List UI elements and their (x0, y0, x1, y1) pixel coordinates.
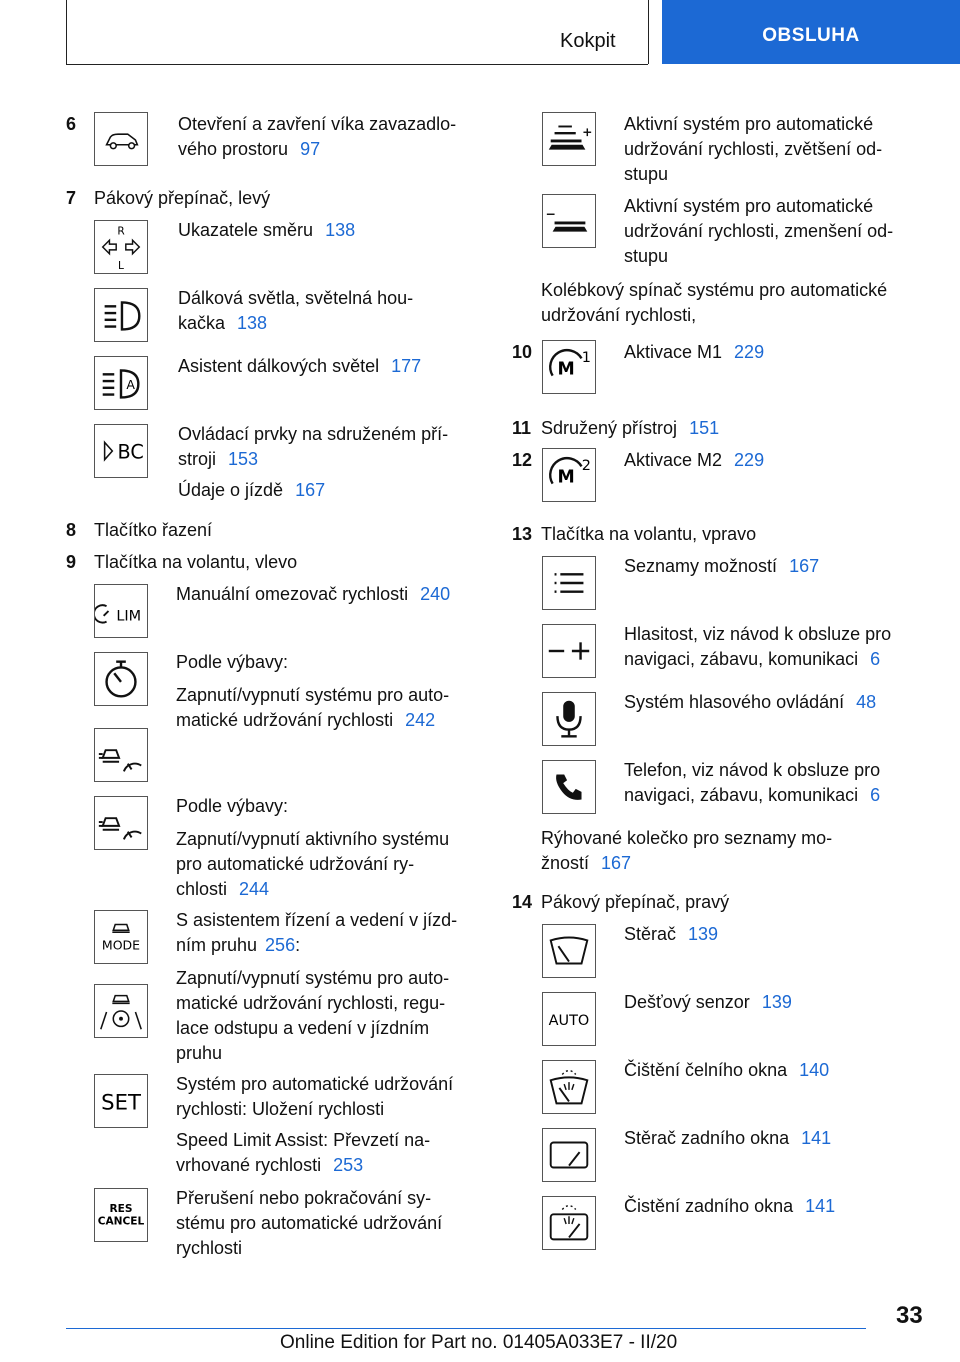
footer-rule (66, 1328, 866, 1329)
volume-text: Hlasitost, viz návod k obsluze pro navigaci, zábavu, komunikaci 6 (624, 624, 892, 669)
high-beam-assist-text: Asistent dálkových světel 177 (178, 356, 422, 376)
mode-text: S asistentem řízení a vedení v jízd- ním pruhu 256: (176, 910, 458, 955)
rear-wiper-icon (542, 1128, 596, 1182)
item-7-text: Pákový přepínač, levý (94, 188, 271, 208)
rear-washer-icon (542, 1196, 596, 1250)
bc-text: Ovládací prvky na sdruženém pří- stroji 153 Údaje o jízdě 167 (178, 424, 449, 500)
svg-text:L: L (118, 260, 124, 273)
steering-assist-text: Zapnutí/vypnutí systému pro auto- matické udržování rychlosti, regu- lace odstupu a vedení v jízdním pruhu (176, 968, 450, 1063)
page-ref[interactable]: 177 (391, 356, 422, 376)
svg-text:2: 2 (581, 458, 591, 475)
page-ref[interactable]: 6 (870, 785, 881, 805)
page-ref[interactable]: 141 (805, 1196, 836, 1216)
page-ref[interactable]: 256 (265, 935, 296, 955)
page-ref[interactable]: 6 (870, 649, 881, 669)
wiper-text: Stěrač 139 (624, 924, 719, 944)
set-button-icon (94, 1074, 148, 1128)
rear-wiper-text: Stěrač zadního okna 141 (624, 1128, 832, 1148)
page-ref[interactable]: 151 (689, 418, 720, 438)
speed-limiter-icon (94, 584, 148, 638)
rear-washer-text: Čistění zadního okna 141 (624, 1196, 836, 1216)
set-text: Systém pro automatické udržování rychlosti: Uložení rychlosti Speed Limit Assist: Převzetí na- vrhované rychlosti 253 (176, 1074, 454, 1175)
res-cancel-icon (94, 1188, 148, 1242)
high-beam-assist-icon (94, 356, 148, 410)
rocker-switch-text: Kolébkový spínač systému pro automatické udržování rychlosti, (541, 280, 888, 325)
item-number: 14 (512, 892, 533, 912)
svg-text:SET: SET (101, 1089, 141, 1115)
page-ref[interactable]: 48 (856, 692, 877, 712)
distance-cruise-icon (94, 728, 148, 782)
page-ref[interactable]: 240 (420, 584, 451, 604)
item-number: 8 (66, 520, 77, 540)
windshield-washer-text: Čištění čelního okna 140 (624, 1060, 830, 1080)
page-ref[interactable]: 139 (688, 924, 719, 944)
item-11-text: Sdružený přístroj 151 (541, 418, 720, 438)
svg-text:A: A (126, 376, 135, 392)
list-icon (542, 556, 596, 610)
page-ref[interactable]: 167 (789, 556, 820, 576)
svg-text:BC: BC (117, 440, 144, 464)
header-rule (66, 64, 648, 65)
svg-text:R: R (117, 225, 125, 238)
page-ref[interactable]: 153 (228, 449, 259, 469)
speed-limiter-text: Manuální omezovač rychlosti 240 (176, 584, 451, 604)
windshield-washer-icon (542, 1060, 596, 1114)
active-cruise-icon (94, 796, 148, 850)
svg-text:AUTO: AUTO (548, 1012, 590, 1029)
header-section: Kokpit (560, 30, 616, 52)
svg-text:LIM: LIM (116, 608, 142, 625)
high-beam-icon (94, 288, 148, 342)
svg-text:CANCEL: CANCEL (97, 1215, 145, 1228)
page-ref[interactable]: 139 (761, 992, 792, 1012)
thumbwheel-text: Rýhované kolečko pro seznamy mo- žností 167 (541, 828, 833, 873)
svg-text:MODE: MODE (101, 937, 141, 953)
item-number: 10 (512, 342, 533, 362)
m1-text: Aktivace M1 229 (624, 342, 765, 362)
item-14-text: Pákový přepínač, pravý (541, 892, 730, 912)
page-ref[interactable]: 167 (295, 480, 326, 500)
active-cruise-text: Podle výbavy: Zapnutí/vypnutí aktivního systému pro automatické udržování ry- chlosti 244 (176, 796, 450, 899)
svg-text:1: 1 (581, 350, 591, 367)
cruise-control-icon (94, 652, 148, 706)
microphone-icon (542, 692, 596, 746)
svg-text:RES: RES (109, 1203, 133, 1216)
phone-text: Telefon, viz návod k obsluze pro navigaci, zábavu, komunikaci 6 (624, 760, 881, 805)
page-number: 33 (896, 1302, 923, 1329)
item-number: 11 (512, 418, 532, 438)
header-chapter-tab[interactable]: OBSLUHA (662, 0, 960, 64)
rain-sensor-text: Dešťový senzor 139 (624, 992, 792, 1012)
voice-text: Systém hlasového ovládání 48 (624, 692, 877, 712)
header-rule-left (66, 0, 67, 64)
steering-assist-icon (94, 984, 148, 1038)
item-number: 6 (66, 114, 77, 134)
phone-icon (542, 760, 596, 814)
wiper-icon (542, 924, 596, 978)
item-13-text: Tlačítka na volantu, vpravo (541, 524, 757, 544)
distance-minus-text: Aktivní systém pro automatické udržování rychlosti, zmenšení od- stupu (624, 196, 894, 266)
m2-text: Aktivace M2 229 (624, 450, 765, 470)
page-ref[interactable]: 138 (325, 220, 356, 240)
page-ref[interactable]: 140 (799, 1060, 830, 1080)
page-ref[interactable]: 253 (333, 1155, 364, 1175)
item-8-text: Tlačítko řazení (94, 520, 213, 540)
distance-minus-icon (542, 194, 596, 248)
distance-plus-text: Aktivní systém pro automatické udržování rychlosti, zvětšení od- stupu (624, 114, 883, 184)
rain-sensor-icon (542, 992, 596, 1046)
list-text: Seznamy možností 167 (624, 556, 820, 576)
item-number: 12 (512, 450, 533, 470)
item-9-text: Tlačítka na volantu, vlevo (94, 552, 298, 572)
volume-icon (542, 624, 596, 678)
page-ref[interactable]: 167 (601, 853, 632, 873)
footer-edition: Online Edition for Part no. 01405A033E7 - II/20 (280, 1332, 678, 1353)
page-ref[interactable]: 138 (237, 313, 268, 333)
item-number: 9 (66, 552, 77, 572)
page-ref[interactable]: 229 (734, 450, 765, 470)
turn-signal-text: Ukazatele směru 138 (178, 220, 356, 240)
svg-text:M: M (557, 467, 575, 488)
m1-button-icon (542, 340, 596, 394)
item-6-text: Otevření a zavření víka zavazadlo- vého prostoru 97 (178, 114, 457, 159)
m2-button-icon (542, 448, 596, 502)
item-number: 13 (512, 524, 533, 544)
header-rule-right (648, 0, 649, 64)
page-ref[interactable]: 242 (405, 710, 436, 730)
page-ref[interactable]: 244 (239, 879, 270, 899)
trunk-icon (94, 112, 148, 166)
mode-button-icon (94, 910, 148, 964)
turn-signal-icon (94, 220, 148, 274)
cruise-control-text: Podle výbavy: Zapnutí/vypnutí systému pro auto- matické udržování rychlosti 242 (176, 652, 450, 730)
distance-plus-icon (542, 112, 596, 166)
page-ref[interactable]: 141 (801, 1128, 832, 1148)
bc-button-icon (94, 424, 148, 478)
res-cancel-text: Přerušení nebo pokračování sy- stému pro automatické udržování rychlosti (176, 1188, 443, 1258)
page-ref[interactable]: 97 (300, 139, 321, 159)
page-ref[interactable]: 229 (734, 342, 765, 362)
high-beam-text: Dálková světla, světelná hou- kačka 138 (178, 288, 414, 333)
item-number: 7 (66, 188, 77, 208)
svg-text:M: M (557, 359, 575, 380)
